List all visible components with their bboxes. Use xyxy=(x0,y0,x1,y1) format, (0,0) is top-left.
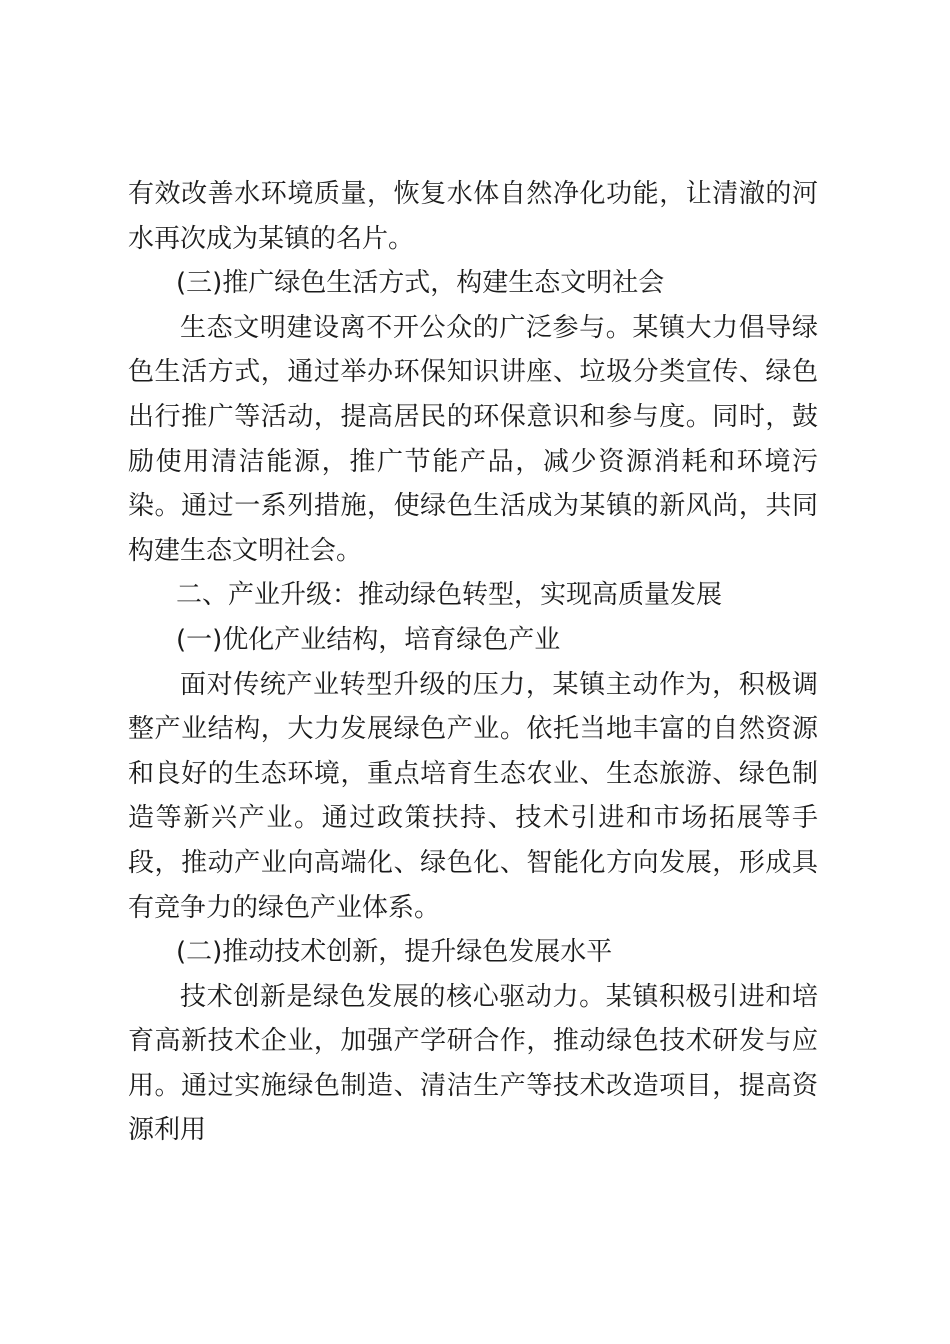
document-body xyxy=(128,172,818,1153)
paragraph-continued: 有效改善水环境质量，恢复水体自然净化功能，让清澈的河水再次成为某镇的名片。 xyxy=(128,179,818,254)
section-heading-2: 二、产业升级：推动绿色转型，实现高质量发展 xyxy=(176,580,723,611)
paragraph-industry-structure: 面对传统产业转型升级的压力，某镇主动作为，积极调整产业结构，大力发展绿色产业。依托当地丰富的自然资源和良好的生态环境，重点培育生态农业、生态旅游、绿色制造等新兴产业。通过政策扶持、技术引进和市场拓展等手段，推动产业向高端化、绿色化、智能化方向发展，形成具有竞争力的绿色产业体系。 xyxy=(128,669,818,923)
paragraph-green-lifestyle: 生态文明建设离不开公众的广泛参与。某镇大力倡导绿色生活方式，通过举办环保知识讲座、垃圾分类宣传、绿色出行推广等活动，提高居民的环保意识和参与度。同时，鼓励使用清洁能源，推广节能产品，减少资源消耗和环境污染。通过一系列措施，使绿色生活成为某镇的新风尚，共同构建生态文明社会。 xyxy=(128,312,818,566)
paragraph-tech-innovation: 技术创新是绿色发展的核心驱动力。某镇积极引进和培育高新技术企业，加强产学研合作，推动绿色技术研发与应用。通过实施绿色制造、清洁生产等技术改造项目，提高资源利用 xyxy=(128,981,818,1146)
subheading-2: (二)推动技术创新，提升绿色发展水平 xyxy=(176,937,613,968)
subheading-1: (一)优化产业结构，培育绿色产业 xyxy=(176,624,561,655)
subheading-3: (三)推广绿色生活方式，构建生态文明社会 xyxy=(176,268,665,299)
